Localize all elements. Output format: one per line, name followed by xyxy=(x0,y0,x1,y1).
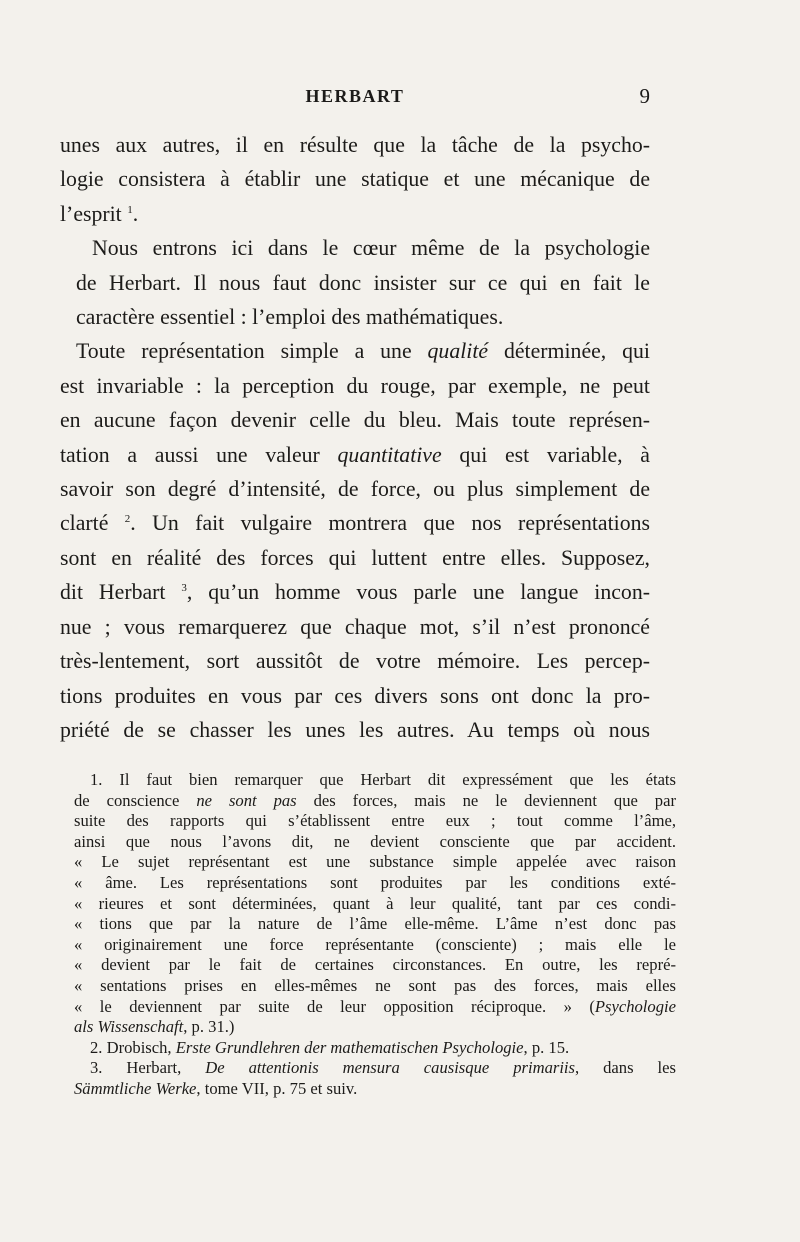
text-fragment: de conscience xyxy=(74,790,197,810)
text-fragment: Toute représentation simple a une xyxy=(76,339,428,364)
text-line: sont en réalité des forces qui luttent entre elles. Supposez, xyxy=(60,545,650,570)
footnote-line: 1. Il faut bien remarquer que Herbart dit expressément que les états xyxy=(90,770,676,789)
paragraph-2 xyxy=(60,231,650,334)
text-fragment: , p. 15. xyxy=(523,1037,570,1057)
emphasis: ne sont pas xyxy=(196,790,297,810)
footnote-line xyxy=(74,1079,676,1100)
emphasis: qualité xyxy=(427,339,489,364)
text-line: en aucune façon devenir celle du bleu. Mais toute représen- xyxy=(60,408,650,433)
text-line: caractère essentiel : l’emploi des mathématiques. xyxy=(76,305,504,330)
text-fragment: tation a aussi une valeur xyxy=(60,442,338,467)
footnote-line xyxy=(74,1017,676,1038)
text-fragment: 2. Drobisch, xyxy=(90,1037,176,1057)
text-fragment: , dans les xyxy=(575,1058,676,1078)
main-text xyxy=(60,128,650,747)
footnote-ref: 1 xyxy=(127,203,133,216)
text-fragment: des forces, mais ne le deviennent que par xyxy=(296,790,676,810)
footnote-line xyxy=(74,1058,676,1079)
emphasis: Sämmtliche Werke xyxy=(74,1078,197,1098)
text-line: unes aux autres, il en résulte que la tâche de la psycho- xyxy=(60,133,650,157)
emphasis: quantitative xyxy=(337,442,442,467)
footnote-line: « devient par le fait de certaines circonstances. En outre, les repré- xyxy=(74,955,676,975)
footnote-line xyxy=(74,1038,676,1059)
footnote-3 xyxy=(74,1058,676,1099)
text-line xyxy=(60,575,650,609)
footnote-line: « Le sujet représentant est une substance simple appelée avec raison xyxy=(74,852,676,872)
text-fragment: . xyxy=(132,201,139,226)
emphasis: als Wissenschaft xyxy=(74,1017,184,1037)
text-line xyxy=(60,334,650,368)
text-line: de Herbart. Il nous faut donc insister sur ce qui en fait le xyxy=(76,270,650,295)
running-title: HERBART xyxy=(305,86,405,106)
text-line xyxy=(60,438,650,472)
footnote-2 xyxy=(74,1038,676,1059)
page-number: 9 xyxy=(639,84,650,108)
footnote-ref: 2 xyxy=(124,513,131,526)
paragraph-1 xyxy=(60,128,650,231)
text-line xyxy=(60,197,650,231)
footnote-line xyxy=(74,997,676,1018)
footnote-line: « sentations prises en elles-mêmes ne sont pas des forces, mais elles xyxy=(74,975,676,995)
text-line: savoir son degré d’intensité, de force, ou plus simplement de xyxy=(60,477,650,502)
footnote-line: suite des rapports qui s’établissent entre eux ; tout comme l’âme, xyxy=(74,811,676,831)
text-fragment: , tome VII, p. 75 et suiv. xyxy=(196,1078,358,1098)
emphasis: De attentionis mensura causisque primariis xyxy=(205,1058,575,1078)
footnotes xyxy=(74,770,676,1100)
text-fragment: . Un fait vulgaire montrera que nos représentations xyxy=(130,511,650,536)
text-fragment: dit Herbart xyxy=(60,580,182,605)
footnote-line: ainsi que nous l’avons dit, ne devient consciente que par accident. xyxy=(74,831,676,851)
emphasis: Erste Grundlehren der mathematischen Psychologie xyxy=(175,1037,524,1057)
text-line: logie consistera à établir une statique et une mécanique de xyxy=(60,167,650,192)
text-line: très-lentement, sort aussitôt de votre mémoire. Les percep- xyxy=(60,649,650,674)
text-line: tions produites en vous par ces divers sons ont donc la pro- xyxy=(60,683,650,708)
footnote-line xyxy=(74,791,676,812)
footnote-line: « originairement une force représentante (consciente) ; mais elle le xyxy=(74,934,676,954)
text-fragment: « le deviennent par suite de leur opposition réciproque. » ( xyxy=(74,996,595,1016)
text-fragment: , qu’un homme vous parle une langue incon- xyxy=(186,580,650,605)
emphasis: Psychologie xyxy=(594,996,676,1016)
text-line: Nous entrons ici dans le cœur même de la psychologie xyxy=(92,236,650,261)
text-fragment: déterminée, qui xyxy=(488,339,650,364)
text-line xyxy=(60,506,650,540)
footnote-line: « âme. Les représentations sont produites par les conditions exté- xyxy=(74,872,676,892)
text-fragment: , p. 31.) xyxy=(183,1017,235,1037)
footnote-line: « tions que par la nature de l’âme elle-même. L’âme n’est donc pas xyxy=(74,914,676,934)
page-header xyxy=(60,86,650,116)
footnote-ref: 3 xyxy=(181,582,187,595)
text-fragment: 3. Herbart, xyxy=(90,1058,206,1078)
text-fragment: clarté xyxy=(60,511,125,536)
footnote-1 xyxy=(74,770,676,1038)
text-fragment: qui est variable, à xyxy=(441,442,650,467)
text-line: priété de se chasser les unes les autres. Au temps où nous xyxy=(60,717,650,742)
text-fragment: l’esprit xyxy=(60,201,122,226)
footnote-line: « rieures et sont déterminées, quant à leur qualité, tant par ces condi- xyxy=(74,893,676,913)
paragraph-3 xyxy=(60,334,650,747)
text-line: nue ; vous remarquerez que chaque mot, s’il n’est prononcé xyxy=(60,614,650,639)
text-line: est invariable : la perception du rouge, par exemple, ne peut xyxy=(60,373,650,398)
